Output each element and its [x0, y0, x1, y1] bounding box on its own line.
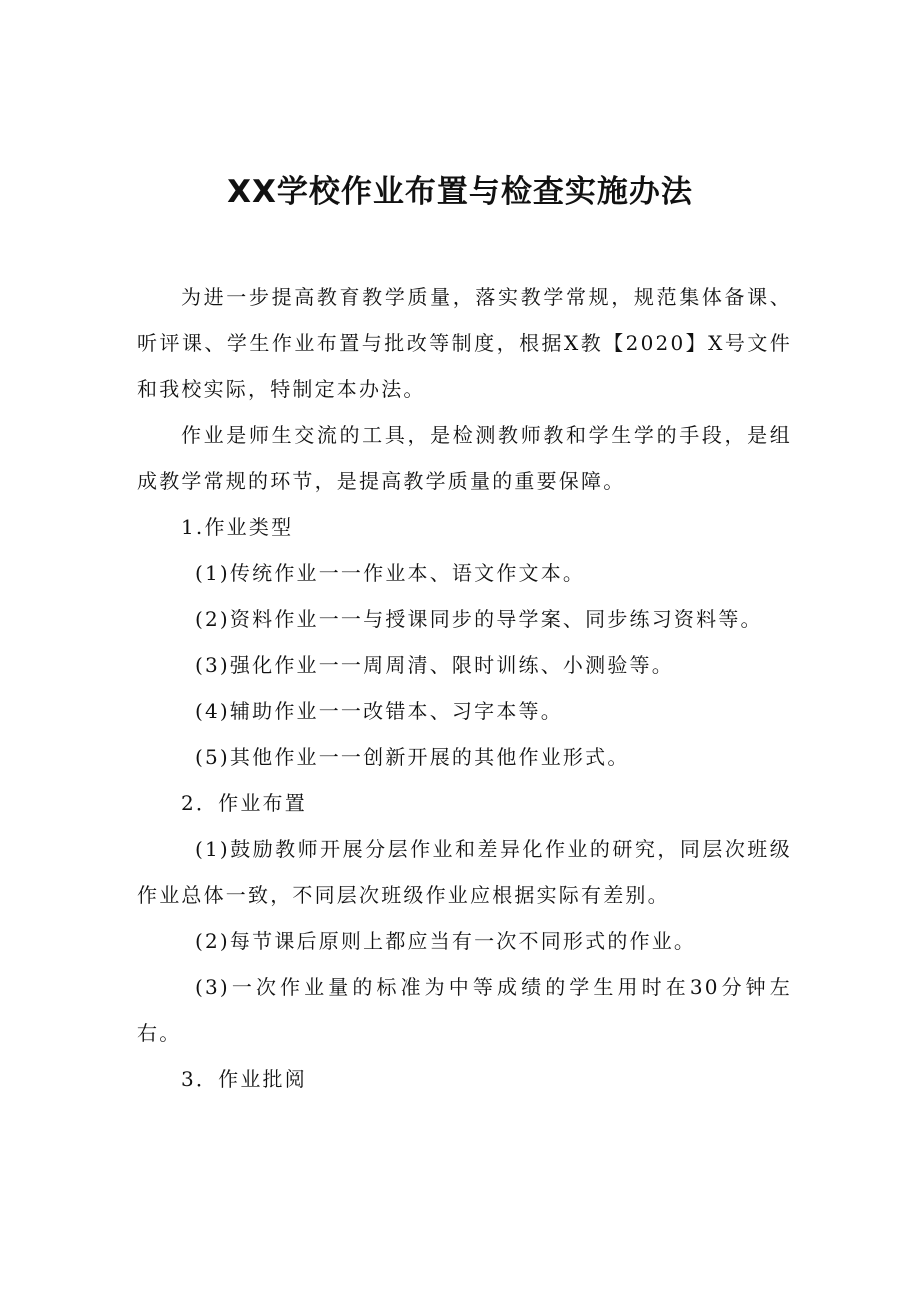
list-item: (1)鼓励教师开展分层作业和差异化作业的研究，同层次班级作业总体一致，不同层次班级作业应根据实际有差别。 — [137, 837, 792, 907]
list-item: (1)传统作业一一作业本、语文作文本。 — [195, 561, 586, 585]
list-item: (2)每节课后原则上都应当有一次不同形式的作业。 — [195, 929, 697, 953]
document-title: XX学校作业布置与检查实施办法 — [227, 174, 693, 210]
list-item: (4)辅助作业一一改错本、习字本等。 — [195, 699, 563, 723]
list-item: (2)资料作业一一与授课同步的导学案、同步练习资料等。 — [195, 607, 763, 631]
list-item: (3)一次作业量的标准为中等成绩的学生用时在30分钟左右。 — [137, 975, 792, 1045]
document-body — [137, 274, 792, 1102]
intro-paragraph: 为进一步提高教育教学质量，落实教学常规，规范集体备课、听评课、学生作业布置与批改等制度，根据X教【2020】X号文件和我校实际，特制定本办法。 — [137, 285, 792, 401]
list-item: (5)其他作业一一创新开展的其他作业形式。 — [195, 745, 630, 769]
section-heading-assignment: 2．作业布置 — [181, 791, 307, 815]
section-heading-types: 1.作业类型 — [181, 515, 294, 539]
intro-paragraph: 作业是师生交流的工具，是检测教师教和学生学的手段，是组成教学常规的环节，是提高教学质量的重要保障。 — [137, 423, 792, 493]
list-item: (3)强化作业一一周周清、限时训练、小测验等。 — [195, 653, 674, 677]
section-heading-grading: 3．作业批阅 — [181, 1067, 307, 1091]
